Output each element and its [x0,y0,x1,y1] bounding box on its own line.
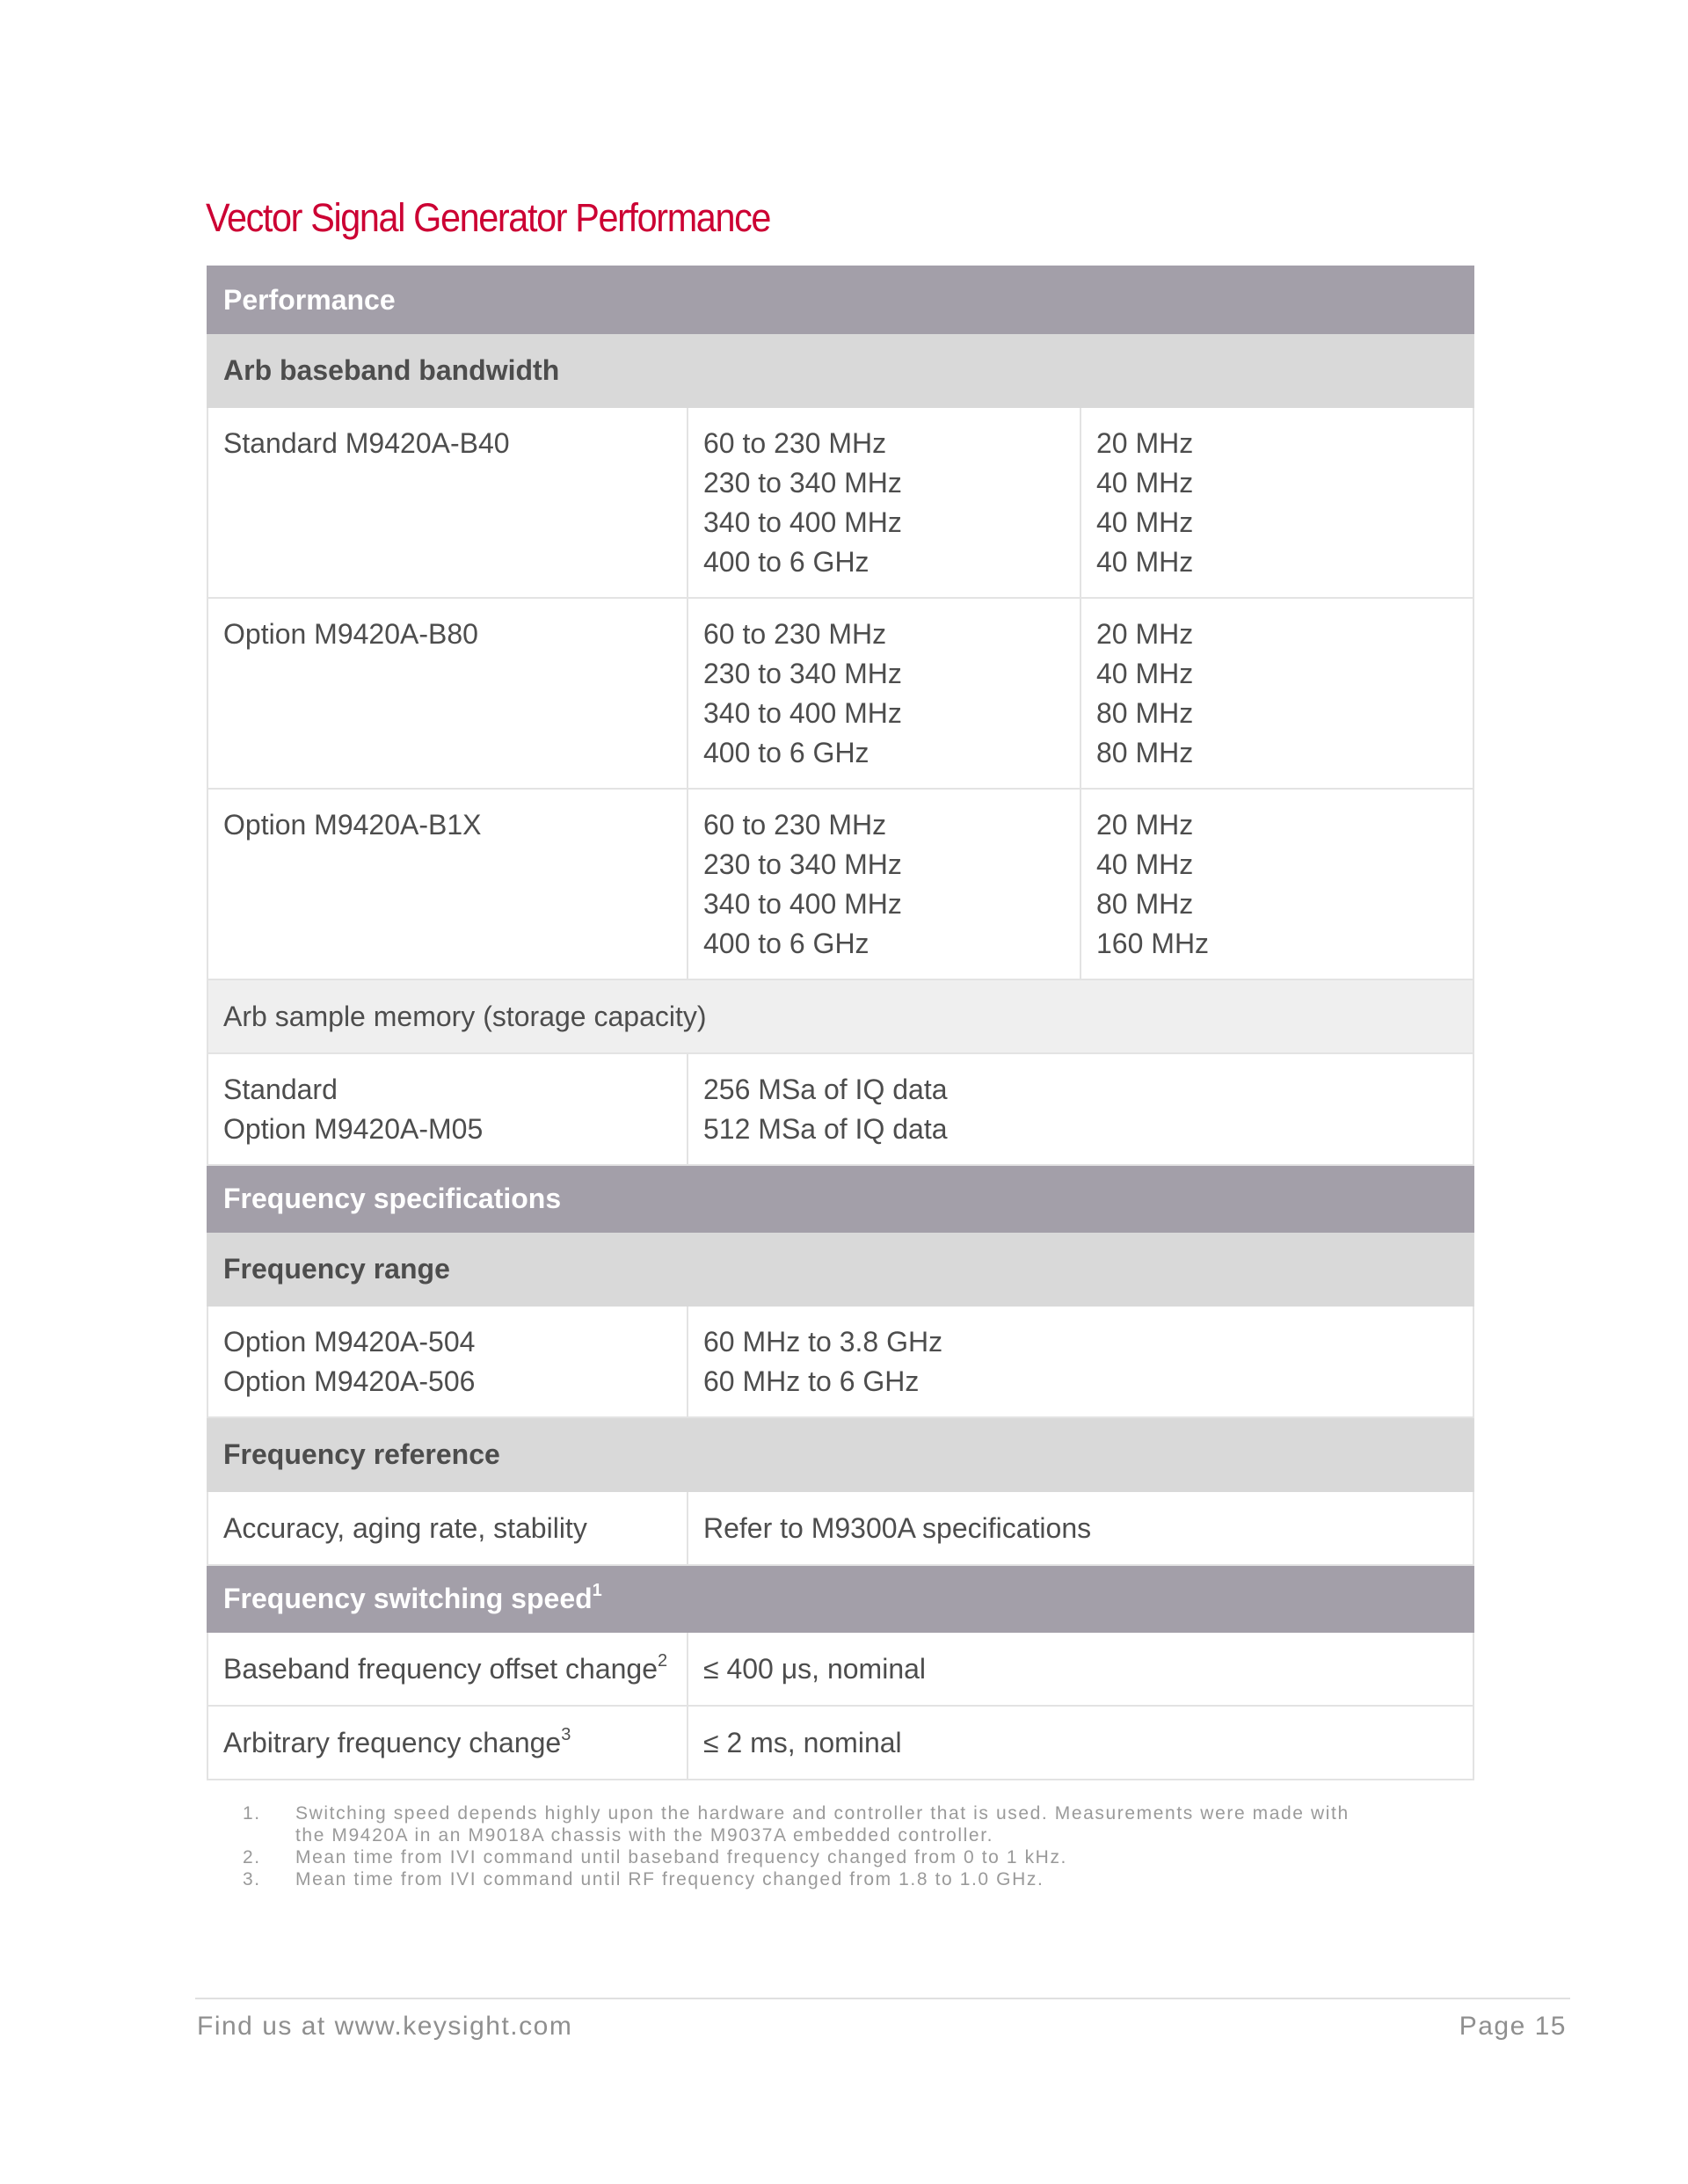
memory-value: 512 MSa of IQ data [703,1113,948,1145]
bandwidths-cell [1080,598,1473,789]
subsection-header-row [207,1417,1473,1491]
memory-label: Standard [223,1074,338,1105]
table-row [207,1632,1473,1706]
memory-label: Option M9420A-M05 [223,1113,484,1145]
range-value: 230 to 340 MHz [703,658,902,689]
table-row [207,407,1473,598]
table-row [207,1053,1473,1165]
bandwidth-value: 20 MHz [1096,809,1194,841]
bandwidth-value: 20 MHz [1096,618,1194,650]
memory-values-cell [688,1053,1473,1165]
row-label-text: Arbitrary frequency change [223,1726,562,1758]
bandwidth-value: 40 MHz [1096,506,1194,538]
section-header-row [207,266,1473,333]
row-label [207,1706,688,1780]
table-row [207,1706,1473,1780]
row-label: Option M9420A-B1X [207,789,688,979]
section-header-row [207,1165,1473,1232]
range-value: 60 MHz to 3.8 GHz [703,1326,943,1358]
subsection-header-row [207,1232,1473,1306]
footnote [243,1846,1386,1868]
footnote-number: 1. [243,1803,261,1824]
subsection-header-frequency-reference: Frequency reference [207,1417,1473,1491]
frequency-range-values-cell [688,1306,1473,1417]
range-value: 230 to 340 MHz [703,467,902,499]
table-row [207,1306,1473,1417]
footnote [243,1802,1386,1846]
subsection-header-arb-memory: Arb sample memory (storage capacity) [207,979,1473,1053]
range-value: 400 to 6 GHz [703,546,869,578]
subsection-header-row [207,333,1473,407]
bandwidth-value: 80 MHz [1096,737,1194,768]
range-value: 400 to 6 GHz [703,928,869,959]
range-value: 230 to 340 MHz [703,848,902,880]
row-label [207,1053,688,1165]
section-header-performance: Performance [207,266,1473,333]
frequency-ranges-cell [688,407,1080,598]
subsection-header-row [207,979,1473,1053]
footer-website-link[interactable]: Find us at www.keysight.com [197,2012,573,2041]
footnote-ref: 3 [561,1724,571,1744]
range-value: 60 to 230 MHz [703,427,887,459]
row-label-text: Baseband frequency offset change [223,1652,658,1685]
subsection-header-arb-bandwidth: Arb baseband bandwidth [207,333,1473,407]
range-value: 60 MHz to 6 GHz [703,1365,920,1397]
row-label: Option M9420A-B80 [207,598,688,789]
table-row [207,1491,1473,1565]
footnote-text: Mean time from IVI command until RF frequency changed from 1.8 to 1.0 GHz. [295,1869,1044,1889]
switching-header-label: Frequency switching speed [223,1582,593,1614]
bandwidth-value: 40 MHz [1096,546,1194,578]
table-row [207,598,1473,789]
bandwidths-cell [1080,789,1473,979]
footnote-number: 2. [243,1847,261,1867]
bandwidth-value: 160 MHz [1096,928,1210,959]
row-value: ≤ 2 ms, nominal [688,1706,1473,1780]
page-title: Vector Signal Generator Performance [206,195,771,240]
range-value: 340 to 400 MHz [703,888,902,920]
footnote-ref: 2 [658,1650,668,1671]
row-label: Standard M9420A-B40 [207,407,688,598]
option-label: Option M9420A-504 [223,1326,476,1358]
bandwidth-value: 40 MHz [1096,848,1194,880]
bandwidth-value: 80 MHz [1096,888,1194,920]
footnotes [243,1802,1386,1890]
range-value: 340 to 400 MHz [703,506,902,538]
row-label [207,1632,688,1706]
row-label: Accuracy, aging rate, stability [207,1491,688,1565]
footnote-text: Mean time from IVI command until baseband frequency changed from 0 to 1 kHz. [295,1847,1067,1867]
row-value: Refer to M9300A specifications [688,1491,1473,1565]
bandwidths-cell [1080,407,1473,598]
range-value: 60 to 230 MHz [703,618,887,650]
range-value: 400 to 6 GHz [703,737,869,768]
memory-value: 256 MSa of IQ data [703,1074,948,1105]
row-value: ≤ 400 μs, nominal [688,1632,1473,1706]
performance-table [207,266,1474,1780]
bandwidth-value: 80 MHz [1096,697,1194,729]
frequency-ranges-cell [688,598,1080,789]
table-row [207,789,1473,979]
footer-divider [195,1998,1570,1999]
bandwidth-value: 40 MHz [1096,658,1194,689]
option-label: Option M9420A-506 [223,1365,476,1397]
footnote-number: 3. [243,1869,261,1889]
section-header-row [207,1565,1473,1632]
frequency-ranges-cell [688,789,1080,979]
section-header-frequency-specs: Frequency specifications [207,1165,1473,1232]
footnote [243,1868,1386,1890]
page-number: Page 15 [1459,2012,1567,2041]
range-value: 340 to 400 MHz [703,697,902,729]
footnote-text: Switching speed depends highly upon the hardware and controller that is used. Measurements were made with the M9420A in an M9018A chassis with the M9037A embedded controller. [295,1803,1350,1845]
range-value: 60 to 230 MHz [703,809,887,841]
row-label [207,1306,688,1417]
footnote-ref: 1 [592,1580,602,1600]
bandwidth-value: 20 MHz [1096,427,1194,459]
bandwidth-value: 40 MHz [1096,467,1194,499]
subsection-header-frequency-range: Frequency range [207,1232,1473,1306]
section-header-switching-speed [207,1565,1473,1632]
